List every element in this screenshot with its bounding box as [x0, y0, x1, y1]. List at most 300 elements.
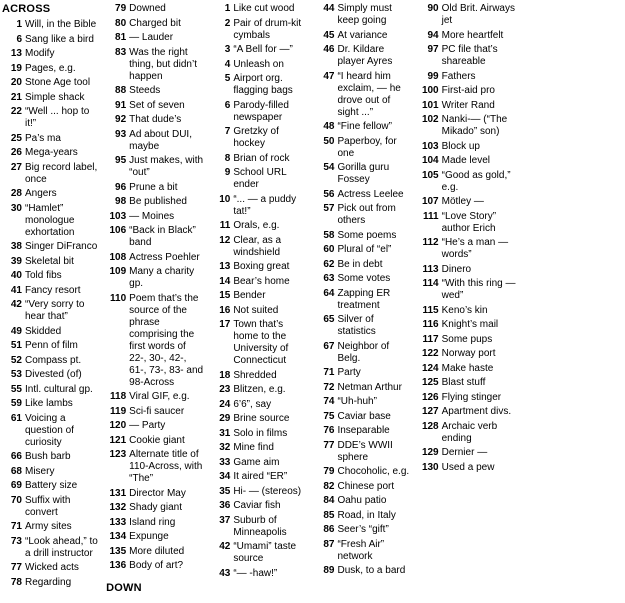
clue-number: 79: [323, 466, 335, 477]
clue-number: 60: [323, 244, 335, 255]
clue-row: [106, 196, 204, 208]
clue-text: “Look ahead,” to a drill instructor: [25, 535, 98, 559]
clue-number: 74: [323, 396, 335, 407]
clue-number: 6: [16, 33, 22, 45]
clue-row: [106, 406, 204, 418]
clue-text: “Well ... hop to it!”: [25, 106, 90, 130]
clue-number: 25: [10, 132, 22, 144]
clue-row: [106, 182, 204, 194]
clue-text: Bush barb: [25, 451, 71, 463]
clue-number: 87: [323, 538, 335, 550]
clue-row: [210, 370, 308, 382]
clue-text: Make haste: [441, 362, 494, 374]
clue-number: 111: [423, 210, 439, 222]
clue-number: 8: [224, 152, 231, 164]
clue-text: Pick out from others: [337, 203, 396, 226]
section-title-across: ACROSS: [2, 3, 51, 15]
clue-row: [210, 384, 308, 396]
clue-number: 65: [323, 314, 335, 325]
clue-number: 73: [10, 535, 22, 547]
clue-text: Penn of film: [25, 340, 78, 352]
clue-row: [210, 126, 308, 150]
clue-row: [314, 44, 412, 68]
clue-text: “A Bell for —”: [233, 44, 293, 55]
clue-text: Be published: [129, 196, 187, 207]
clue-text: Norway port: [441, 348, 496, 359]
clue-row: [314, 3, 412, 27]
clue-number: 62: [323, 258, 335, 270]
clue-text: Game aim: [233, 456, 280, 468]
clue-text: “Very sorry to hear that”: [25, 299, 85, 323]
clue-text: Some votes: [337, 273, 391, 284]
clue-text: Caviar fish: [233, 500, 281, 511]
clue-number: 13: [219, 261, 231, 272]
clue-row: [2, 147, 100, 159]
clue-row: [106, 449, 204, 485]
clue-number: 116: [422, 319, 439, 330]
clue-row: [210, 73, 308, 97]
clue-number: 77: [323, 439, 335, 451]
clue-number: 14: [219, 275, 231, 287]
clue-text: Brian of rock: [233, 152, 290, 164]
clue-number: 82: [323, 480, 335, 492]
clue-number: 98: [115, 196, 127, 207]
clue-text: Pages, e.g.: [25, 62, 76, 74]
clue-text: Mötley —: [441, 196, 484, 207]
clue-text: Dinero: [441, 263, 472, 275]
clue-text: Airport org. flagging bags: [233, 73, 293, 96]
clue-text: Big record label, once: [25, 161, 98, 185]
clue-row: [314, 382, 412, 394]
clue-number: 114: [422, 278, 439, 289]
clue-number: 24: [219, 398, 231, 410]
clue-number: 18: [219, 369, 231, 381]
clue-row: [2, 577, 100, 589]
clue-number: 29: [219, 413, 231, 424]
clue-row: [419, 141, 517, 153]
clue-text: “Fine fellow”: [337, 121, 392, 132]
clue-number: 39: [10, 255, 22, 267]
clue-row: [210, 413, 308, 425]
clue-number: 36: [219, 500, 231, 511]
clue-row: [2, 63, 100, 75]
clue-text: Made level: [441, 155, 490, 166]
clue-text: Zapping ER treatment: [337, 287, 391, 311]
clue-number: 71: [323, 367, 335, 378]
clue-text: Seer’s “gift”: [337, 524, 389, 535]
clue-row: [419, 100, 517, 112]
clue-row: [106, 517, 204, 529]
clue-text: More diluted: [129, 545, 185, 557]
clue-text: It aired “ER”: [233, 471, 288, 482]
clue-row: [419, 3, 517, 27]
clue-row: [314, 273, 412, 285]
clue-row: [2, 451, 100, 463]
clue-row: [210, 305, 308, 317]
clue-number: 81: [115, 32, 127, 43]
clue-number: 45: [323, 29, 335, 41]
clue-number: 109: [109, 266, 127, 277]
clue-number: 1: [16, 19, 22, 31]
clue-row: [419, 278, 517, 302]
clue-row: [419, 363, 517, 375]
clue-number: 27: [10, 161, 22, 173]
clue-row: [210, 167, 308, 191]
clue-number: 4: [224, 58, 231, 70]
clue-text: Was the right thing, but didn’t happen: [129, 46, 197, 82]
clue-text: Like cut wood: [233, 3, 295, 14]
clue-row: [210, 44, 308, 56]
clue-number: 83: [115, 46, 127, 58]
clue-text: Actress Poehler: [129, 251, 200, 263]
clue-row: [210, 500, 308, 512]
clue-number: 7: [224, 126, 231, 137]
clue-row: [314, 189, 412, 201]
clue-row: [419, 447, 517, 459]
clue-number: 40: [10, 270, 22, 282]
clue-row: [106, 85, 204, 97]
clue-text: Not suited: [233, 304, 279, 316]
clue-text: “Love Story” author Erich: [441, 210, 497, 234]
clue-text: Island ring: [129, 516, 176, 528]
clue-row: [106, 502, 204, 514]
clue-text: At variance: [337, 29, 388, 41]
clue-text: Silver of statistics: [337, 314, 376, 337]
clue-number: 115: [422, 304, 439, 316]
clue-row: [2, 241, 100, 253]
clue-text: Singer DiFranco: [25, 241, 98, 253]
clue-text: Simply must keep going: [337, 3, 392, 26]
clue-text: Plural of “el”: [337, 244, 392, 255]
clue-number: 134: [109, 531, 127, 542]
clue-number: 130: [421, 461, 439, 473]
clue-row: [106, 546, 204, 558]
clue-number: 91: [115, 99, 127, 111]
clue-row: [419, 421, 517, 445]
clue-number: 100: [421, 85, 439, 96]
clue-text: Dernier —: [441, 447, 488, 458]
clue-row: [2, 562, 100, 574]
clue-text: That dude’s: [129, 114, 182, 125]
clue-number: 19: [10, 62, 22, 74]
clue-row: [314, 425, 412, 437]
clue-row: [106, 32, 204, 44]
clue-number: 118: [110, 391, 127, 402]
clue-row: [314, 510, 412, 522]
clue-row: [419, 334, 517, 346]
clue-row: [210, 59, 308, 71]
clue-text: — Party: [129, 420, 166, 431]
clue-text: Mega-years: [25, 147, 78, 159]
clue-text: 6’6”, say: [233, 398, 272, 410]
clue-row: [314, 314, 412, 338]
clue-row: [314, 565, 412, 577]
clue-text: Road, in Italy: [337, 509, 396, 521]
clue-number: 129: [421, 447, 439, 458]
clue-row: [314, 230, 412, 242]
clue-text: Caviar base: [337, 410, 391, 422]
clue-text: Some poems: [337, 229, 397, 241]
clue-row: [2, 495, 100, 519]
clue-row: [314, 411, 412, 423]
clue-row: [210, 471, 308, 483]
clue-number: 106: [109, 225, 127, 236]
clue-number: 90: [427, 3, 439, 14]
clue-number: 47: [323, 70, 335, 82]
clue-text: Simple shack: [25, 91, 85, 103]
clue-text: Writer Rand: [441, 99, 495, 111]
clue-text: Chocoholic, e.g.: [337, 466, 410, 477]
clue-number: 94: [427, 29, 439, 41]
clue-number: 86: [323, 524, 335, 535]
clue-text: Shredded: [233, 369, 277, 381]
clue-number: 117: [422, 333, 439, 345]
clue-text: “Back in Black” band: [129, 225, 196, 248]
clue-row: [106, 3, 204, 15]
clue-row: [2, 369, 100, 381]
clue-text: Suffix with convert: [25, 494, 71, 518]
clue-number: 103: [421, 140, 439, 152]
clue-number: 125: [421, 377, 439, 388]
clue-row: [419, 71, 517, 83]
clue-number: 71: [10, 521, 22, 533]
clue-number: 30: [10, 202, 22, 214]
clue-number: 72: [323, 381, 335, 393]
clue-text: Steeds: [129, 85, 161, 96]
clue-text: Hi- — (stereos): [233, 485, 302, 497]
clue-row: [419, 264, 517, 276]
clue-number: 37: [219, 514, 231, 526]
clue-row: [2, 536, 100, 560]
clue-number: 132: [109, 502, 127, 513]
clue-text: Neighbor of Belg.: [337, 340, 390, 364]
clue-number: 51: [10, 340, 22, 352]
clue-number: 34: [219, 471, 231, 482]
clue-text: Expunge: [129, 531, 169, 542]
clue-text: More heartfelt: [441, 29, 504, 41]
clue-text: Modify: [25, 48, 55, 60]
clue-row: [419, 170, 517, 194]
clue-row: [419, 237, 517, 261]
clue-number: 61: [10, 412, 22, 424]
clue-number: 46: [323, 44, 335, 55]
clue-text: Ad about DUI, maybe: [129, 128, 192, 152]
clue-number: 5: [224, 73, 231, 84]
clue-text: Skeletal bit: [25, 255, 74, 267]
clue-row: [106, 435, 204, 447]
clue-row: [2, 77, 100, 89]
clue-text: “— -haw!”: [233, 567, 278, 579]
clue-number: 79: [115, 3, 127, 14]
clue-row: [314, 30, 412, 42]
clue-text: Voicing a question of curiosity: [25, 412, 74, 448]
clue-row: [314, 121, 412, 133]
clue-text: Alternate title of 110-Across, with “The”: [129, 449, 203, 484]
clue-number: 69: [10, 480, 22, 492]
clue-row: [210, 235, 308, 259]
clue-text: Suburb of Minneapolis: [233, 514, 287, 538]
clue-text: Intl. cultural gp.: [25, 383, 93, 395]
clue-row: [419, 319, 517, 331]
clue-number: 88: [115, 85, 127, 96]
clue-text: Boxing great: [233, 261, 290, 272]
clue-number: 42: [219, 541, 231, 552]
clue-row: [314, 524, 412, 536]
clue-text: Stone Age tool: [25, 77, 91, 89]
clue-text: Skidded: [25, 325, 62, 337]
clue-row: [2, 48, 100, 60]
clue-text: “With this ring — wed”: [441, 278, 516, 301]
clue-text: Charged bit: [129, 17, 181, 29]
clue-text: Sang like a bird: [25, 33, 94, 45]
clue-row: [210, 457, 308, 469]
clue-number: 48: [323, 121, 335, 132]
clue-number: 43: [219, 567, 231, 579]
clue-number: 107: [421, 196, 439, 207]
clue-text: Battery size: [25, 480, 78, 492]
clue-text: “Hamlet” monologue exhortation: [25, 202, 75, 238]
clue-number: 35: [219, 485, 231, 497]
clue-row: [210, 18, 308, 42]
clue-row: [314, 288, 412, 312]
clue-text: Pa’s ma: [25, 132, 61, 144]
clue-row: [314, 481, 412, 493]
clue-row: [106, 100, 204, 112]
clue-text: Fathers: [441, 70, 476, 82]
clue-row: [2, 34, 100, 46]
clue-text: Nanki-— (“The Mikado” son): [441, 114, 508, 137]
clue-row: [106, 155, 204, 179]
clue-number: 124: [421, 362, 439, 374]
clue-number: 113: [422, 263, 439, 275]
clue-text: First-aid pro: [441, 85, 495, 96]
clue-text: Told fibs: [25, 270, 62, 282]
clue-row: [106, 266, 204, 290]
clue-row: [2, 133, 100, 145]
clue-number: 68: [10, 465, 22, 477]
clue-text: Brine source: [233, 413, 290, 424]
clue-row: [314, 466, 412, 478]
clue-number: 2: [224, 17, 231, 29]
clue-number: 103: [109, 210, 127, 222]
clue-row: [210, 194, 308, 218]
clue-text: Parody-filled newspaper: [233, 99, 289, 123]
clue-text: — Lauder: [129, 32, 174, 43]
clue-row: [106, 560, 204, 572]
clue-row: [2, 256, 100, 268]
clue-number: 41: [10, 284, 22, 296]
clue-number: 22: [10, 106, 22, 118]
clue-row: [419, 406, 517, 418]
clue-row: [314, 136, 412, 160]
clue-row: [106, 293, 204, 389]
clue-text: Prune a bit: [129, 181, 178, 193]
clue-text: Apartment divs.: [441, 406, 512, 417]
clue-number: 97: [427, 44, 439, 55]
clue-number: 32: [219, 442, 231, 453]
clue-number: 70: [10, 494, 22, 506]
clue-row: [314, 440, 412, 464]
clue-row: [419, 114, 517, 138]
clue-text: DDE’s WWII sphere: [337, 439, 393, 463]
clue-text: Bear’s home: [233, 275, 290, 287]
clue-row: [2, 355, 100, 367]
clue-text: “He’s a man — words”: [441, 237, 509, 260]
clue-number: 112: [422, 237, 439, 248]
clue-row: [2, 285, 100, 297]
clue-row: [210, 515, 308, 539]
clue-number: 104: [421, 155, 439, 166]
clue-text: Gorilla guru Fossey: [337, 162, 390, 185]
clue-row: [419, 348, 517, 360]
clue-row: [2, 19, 100, 31]
clue-row: [314, 71, 412, 119]
clue-row: [314, 341, 412, 365]
clue-number: 131: [109, 487, 127, 499]
clue-number: 75: [323, 410, 335, 422]
clue-row: [210, 541, 308, 565]
clue-text: Many a charity gp.: [129, 266, 195, 289]
clue-number: 93: [115, 128, 127, 140]
clue-number: 95: [115, 155, 127, 166]
clue-number: 105: [421, 169, 439, 181]
clue-row: [210, 568, 308, 580]
clue-number: 85: [323, 509, 335, 521]
clue-number: 42: [10, 299, 22, 311]
clue-row: [419, 44, 517, 68]
clue-text: Viral GIF, e.g.: [129, 391, 190, 402]
clue-text: Body of art?: [129, 560, 184, 571]
clue-row: [2, 92, 100, 104]
clue-number: 28: [10, 188, 22, 200]
clue-number: 59: [10, 398, 22, 410]
clue-row: [2, 521, 100, 533]
clue-text: Oahu patio: [337, 495, 387, 506]
clue-row: [210, 153, 308, 165]
clue-text: Downed: [129, 3, 166, 14]
clue-number: 6: [224, 99, 231, 111]
clue-text: “Umami” taste source: [233, 541, 297, 564]
clue-text: Like lambs: [25, 398, 73, 410]
clue-text: Some pups: [441, 333, 493, 345]
clue-number: 20: [10, 77, 22, 89]
clue-text: Chinese port: [337, 480, 395, 492]
clue-text: Director May: [129, 487, 186, 499]
clue-text: Wicked acts: [25, 562, 79, 574]
clue-text: Be in debt: [337, 258, 383, 270]
clue-row: [106, 211, 204, 223]
clue-text: PC file that’s shareable: [441, 44, 498, 67]
clue-number: 21: [10, 91, 22, 103]
clue-row: [106, 114, 204, 126]
clue-row: [2, 188, 100, 200]
clue-row: [2, 203, 100, 239]
clue-number: 123: [109, 449, 127, 460]
clue-row: [2, 384, 100, 396]
clue-number: 63: [323, 273, 335, 284]
clue-row: [210, 290, 308, 302]
clue-number: 26: [10, 147, 22, 159]
clue-text: Inseparable: [337, 425, 390, 436]
clue-text: Unleash on: [233, 58, 284, 70]
clue-number: 108: [109, 251, 127, 263]
clue-text: Knight’s mail: [441, 319, 499, 330]
clue-row: [419, 30, 517, 42]
clue-row: [2, 270, 100, 282]
clue-number: 92: [115, 114, 127, 125]
clue-text: Gretzky of hockey: [233, 126, 279, 149]
clue-row: [419, 85, 517, 97]
